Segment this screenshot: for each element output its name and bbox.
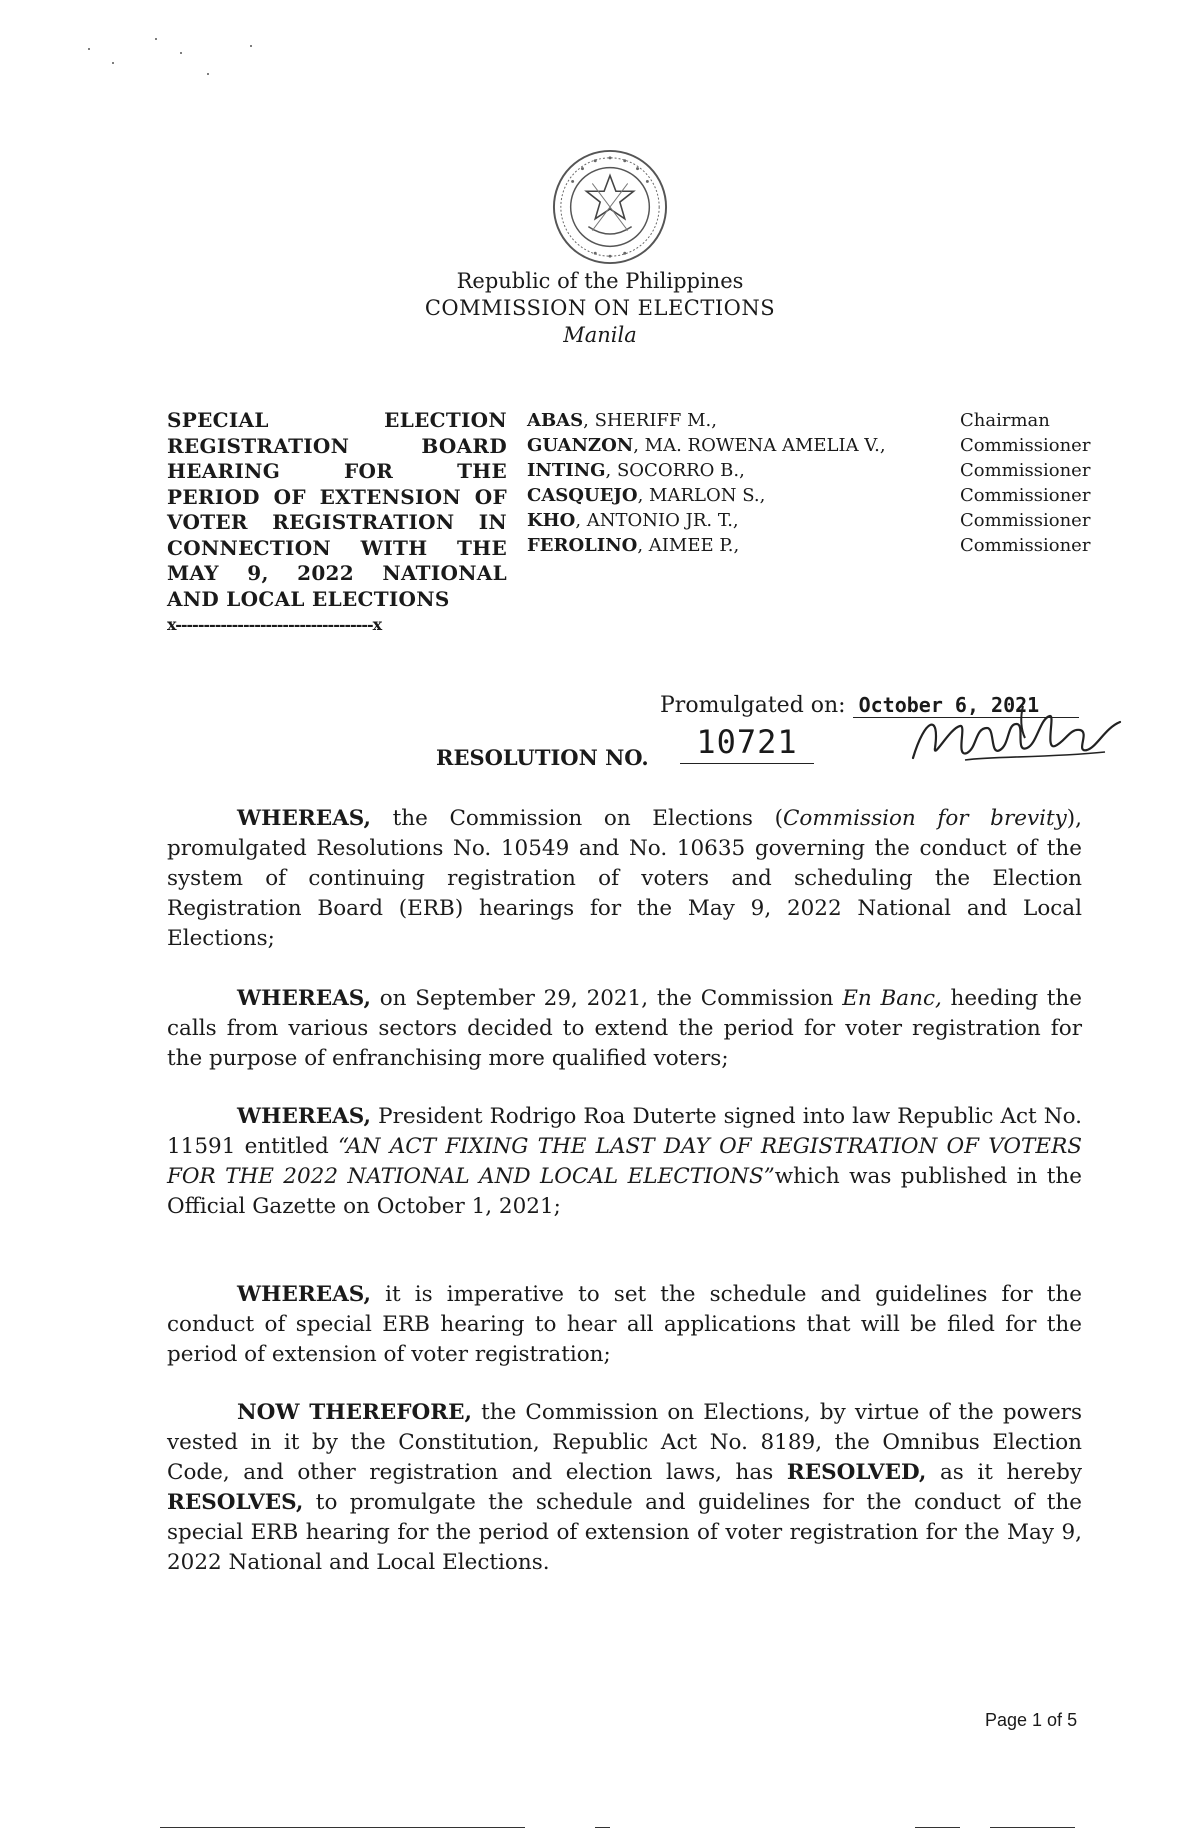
- member-given: , MARLON S.,: [637, 485, 766, 506]
- header-city: Manila: [563, 323, 637, 347]
- member-surname: INTING: [527, 460, 606, 481]
- member-given: , SHERIFF M.,: [583, 410, 718, 431]
- scan-speck: [155, 38, 157, 40]
- scan-speck: [250, 45, 252, 47]
- caption-line: HEARING FOR THE: [167, 459, 507, 483]
- footer-rule: [595, 1827, 610, 1828]
- member-surname: GUANZON: [527, 435, 634, 456]
- caption-line: VOTER REGISTRATION IN: [167, 510, 507, 534]
- caption-line: PERIOD OF EXTENSION OF: [167, 484, 507, 509]
- caption-line: REGISTRATION BOARD: [167, 433, 507, 458]
- member-given: , SOCORRO B.,: [605, 460, 745, 481]
- member-given: , AIMEE P.,: [637, 535, 740, 556]
- member-title: Commissioner: [960, 535, 1091, 556]
- paragraph-bold: RESOLVES,: [167, 1490, 304, 1515]
- caption-line: CONNECTION WITH THE: [167, 535, 507, 560]
- paragraph-text: it is imperative to set the schedule and guidelines for the conduct of special ERB hearing to hear all applications that will be filed for the period of extension of voter registration;: [167, 1282, 1082, 1367]
- now-therefore-paragraph: [167, 1398, 1082, 1578]
- member-title: Chairman: [960, 410, 1050, 431]
- paragraph-text: the Commission on Elections, by virtue of the powers vested in it by the Constitution, Republic Act No. 8189, the Omnibus Election Code, and other registration and election laws, has: [167, 1400, 1082, 1485]
- header-country: Republic of the Philippines: [456, 269, 744, 293]
- member-row: [527, 483, 937, 508]
- paragraph-text: the Commission on Elections (: [371, 806, 783, 831]
- promulgation-label: Promulgated on:: [660, 693, 846, 718]
- paragraph-bold: RESOLVED,: [786, 1460, 927, 1485]
- paragraph-lead: WHEREAS,: [237, 1104, 372, 1129]
- paragraph-italic: En Banc,: [842, 986, 942, 1011]
- paragraph-text: President Rodrigo Roa Duterte signed into law Republic Act No. 11591 entitled: [167, 1104, 1082, 1159]
- footer-rule: [990, 1827, 1075, 1828]
- promulgation-date: October 6, 2021: [853, 693, 1079, 718]
- scan-speck: [88, 48, 90, 50]
- resolution-number: 10721: [680, 723, 814, 764]
- member-given: , ANTONIO JR. T.,: [575, 510, 739, 531]
- caption-separator: x-----------------------------------x: [167, 615, 382, 634]
- caption-line: AND LOCAL ELECTIONS: [167, 586, 450, 611]
- signature-icon: [905, 698, 1130, 778]
- footer-rule: [915, 1827, 960, 1828]
- paragraph-italic: “AN ACT FIXING THE LAST DAY OF REGISTRATION OF VOTERS FOR THE 2022 NATIONAL AND LOCAL ELECTIONS”: [167, 1134, 1082, 1189]
- resolution-label: RESOLUTION NO.: [436, 745, 649, 770]
- paragraph-text: on September 29, 2021, the Commission: [371, 986, 843, 1011]
- member-row: [527, 458, 937, 483]
- scan-speck: [207, 73, 209, 75]
- whereas-paragraph-3: [167, 1102, 1082, 1222]
- member-given: , MA. ROWENA AMELIA V.,: [633, 435, 886, 456]
- member-surname: ABAS: [527, 410, 584, 431]
- member-title: Commissioner: [960, 485, 1091, 506]
- scan-speck: [180, 52, 182, 54]
- paragraph-text: as it hereby: [926, 1460, 1082, 1485]
- member-surname: CASQUEJO: [527, 485, 638, 506]
- member-row: [527, 433, 937, 458]
- whereas-paragraph-2: [167, 984, 1082, 1074]
- member-title: Commissioner: [960, 510, 1091, 531]
- caption-line: MAY 9, 2022 NATIONAL: [167, 561, 507, 585]
- paragraph-text: to promulgate the schedule and guidelines for the conduct of the special ERB hearing for the period of extension of voter registration for the May 9, 2022 National and Local Elections.: [167, 1490, 1082, 1575]
- page-number: Page 1 of 5: [985, 1710, 1078, 1730]
- footer-rule: [160, 1827, 525, 1828]
- paragraph-lead: NOW THEREFORE,: [237, 1400, 472, 1425]
- member-surname: KHO: [527, 510, 576, 531]
- paragraph-lead: WHEREAS,: [237, 806, 372, 831]
- caption-line: SPECIAL ELECTION: [167, 408, 507, 432]
- case-caption: [167, 408, 507, 638]
- scan-speck: [112, 62, 114, 64]
- resolution-heading: [436, 723, 798, 770]
- member-surname: FEROLINO: [527, 535, 638, 556]
- comelec-seal-icon: [551, 148, 669, 266]
- member-row: [527, 408, 937, 433]
- member-row: [527, 533, 937, 558]
- member-row: [527, 508, 937, 533]
- commission-members: [527, 408, 937, 558]
- paragraph-text: ), promulgated Resolutions No. 10549 and No. 10635 governing the conduct of the system of continuing registration of voters and scheduling the Election Registration Board (ERB) hearings for the May 9, 2022 National and Local Elections;: [167, 806, 1082, 951]
- paragraph-lead: WHEREAS,: [237, 1282, 372, 1307]
- header-agency: COMMISSION ON ELECTIONS: [424, 296, 776, 320]
- member-title: Commissioner: [960, 435, 1091, 456]
- paragraph-lead: WHEREAS,: [237, 986, 372, 1011]
- paragraph-text: heeding the calls from various sectors decided to extend the period for voter registration for the purpose of enfranchising more qualified voters;: [167, 986, 1082, 1071]
- member-title: Commissioner: [960, 460, 1091, 481]
- whereas-paragraph-1: [167, 804, 1082, 954]
- paragraph-italic: Commission for brevity: [782, 806, 1067, 831]
- paragraph-text: which was published in the Official Gazette on October 1, 2021;: [167, 1164, 1082, 1219]
- member-titles: [960, 408, 1120, 558]
- whereas-paragraph-4: [167, 1280, 1082, 1370]
